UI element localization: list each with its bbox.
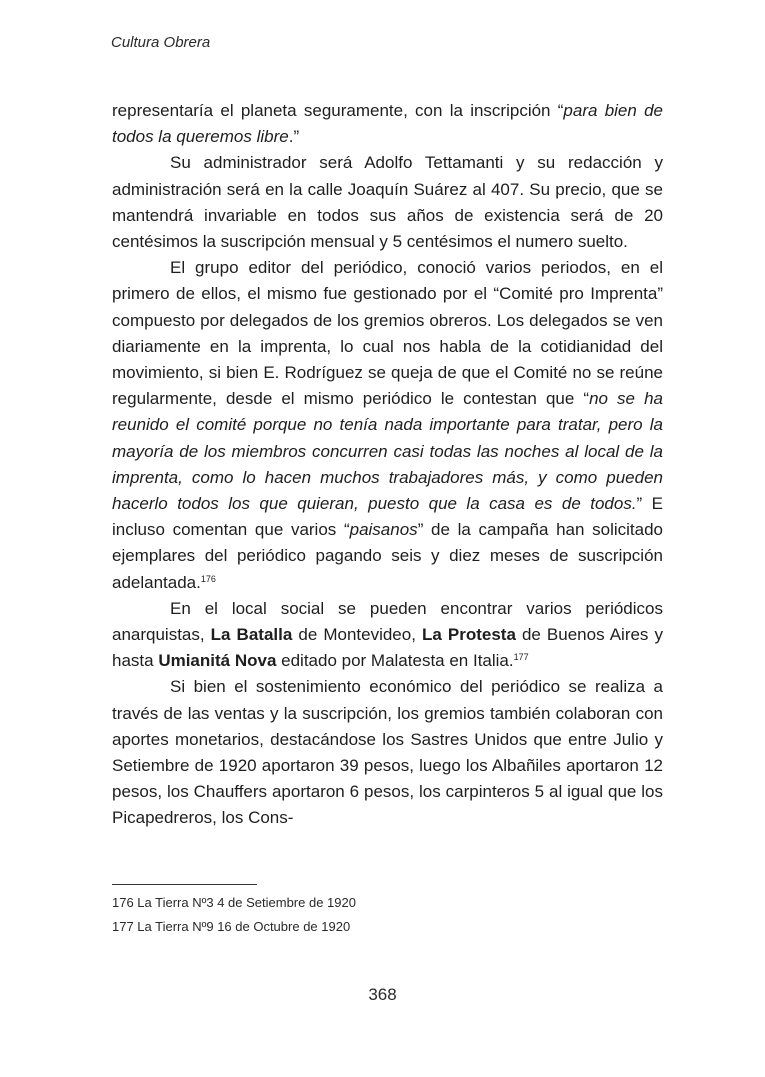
quote-italic: no se ha reunido el comité porque no tenía nada importante para tratar, pero la mayoría de los miembros concurren casi todas las noches al local de la imprenta, como lo hacen muchos trabajadores más, y como pueden hacerlo todos los que quieran, puesto que la casa es de todos. <box>112 389 663 514</box>
paragraph-3 <box>112 255 663 596</box>
text-run: representaría el planeta seguramente, con la inscripción “ <box>112 101 564 120</box>
main-text <box>112 98 663 832</box>
text-run: El grupo editor del periódico, conoció varios periodos, en el primero de ellos, el mismo fue gestionado por el “Comité pro Imprenta” compuesto por delegados de los gremios obreros. Los delegados se ven diariamente en la imprenta, lo cual nos habla de la cotidianidad del movimiento, si bien E. Rodríguez se queja de que el Comité no se reúne regularmente, desde el mismo periódico le contestan que “ <box>112 258 663 409</box>
text-run: ” de la campaña han solicitado ejemplares del periódico pagando seis y diez meses de suscripción adelantada. <box>112 520 663 592</box>
footnotes <box>112 891 663 938</box>
text-run: ” E incluso comentan que varios “ <box>112 494 663 540</box>
text-run: de Montevideo, <box>292 625 422 645</box>
text-run: Su administrador será Adolfo Tettamanti y su redacción y administración será en la calle Joaquín Suárez al 407. Su precio, que se mantendrá invariable en todos sus años de existencia será de 20 centésimos la suscripción mensual y 5 centésimos el numero suelto. <box>112 153 663 252</box>
newspaper-name: La Batalla <box>210 625 293 645</box>
page-number: 368 <box>368 985 397 1004</box>
term-italic: paisanos <box>349 520 418 540</box>
paragraph-5 <box>112 674 663 831</box>
text-run: .” <box>288 127 300 147</box>
running-header: Cultura Obrera <box>111 34 211 51</box>
footnote-176: 176 La Tierra Nº3 4 de Setiembre de 1920 <box>112 895 356 910</box>
footnote-ref-177[interactable]: 177 <box>513 652 529 663</box>
text-run: editado por Malatesta en Italia. <box>276 651 514 671</box>
footnote-177: 177 La Tierra Nº9 16 de Octubre de 1920 <box>112 918 351 934</box>
paragraph-1 <box>112 98 663 150</box>
paragraph-2 <box>112 150 663 255</box>
text-run: Si bien el sostenimiento económico del periódico se realiza a través de las ventas y la suscripción, los gremios también colaboran con aportes monetarios, destacándose los Sastres Unidos que entre Julio y Setiembre de 1920 aportaron 39 pesos, luego los Albañiles aportaron 12 pesos, los Chauffers aportaron 6 pesos, los carpinteros 5 al igual que los Picapedreros, los Cons- <box>112 677 663 828</box>
footnote-divider <box>112 884 257 885</box>
newspaper-name: Umianitá Nova <box>158 651 277 671</box>
newspaper-name: La Protesta <box>422 625 516 645</box>
text-run: de Buenos Aires y hasta <box>112 625 663 671</box>
quote-italic: para bien de todos la queremos libre <box>112 101 663 147</box>
paragraph-4 <box>112 596 663 675</box>
text-run: En el local social se pueden encontrar varios periódicos anarquistas, <box>112 598 663 645</box>
footnote-ref-176[interactable]: 176 <box>200 573 216 584</box>
